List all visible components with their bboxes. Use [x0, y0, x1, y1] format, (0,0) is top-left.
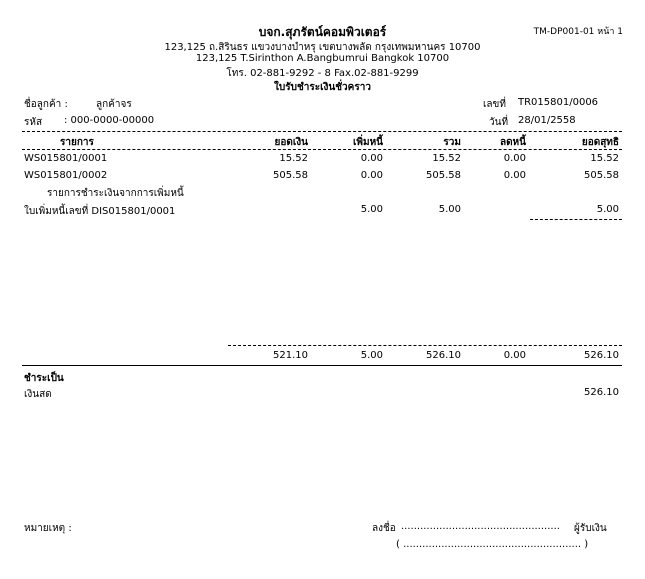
row-amount: 15.52 [279, 153, 308, 164]
col-header-surcharge: เพิ่มหนี้ [352, 137, 383, 148]
receiver-name-line: ( ........................................................ ) [396, 539, 589, 550]
row-net: 5.00 [596, 204, 619, 215]
row-item: WS015801/0001 [24, 153, 108, 164]
row-item: WS015801/0002 [24, 170, 108, 181]
total-surcharge: 5.00 [360, 350, 383, 361]
col-header-net: ยอดสุทธิ [581, 137, 619, 148]
row-total: 15.52 [432, 153, 461, 164]
total-amount: 521.10 [273, 350, 308, 361]
customer-name: ลูกค้าจร [96, 99, 132, 110]
address-thai: 123,125 ถ.สิรินธร แขวงบางบำหรุ เขตบางพลัด กรุงเทพมหานคร 10700 [164, 42, 481, 53]
table-header-rule [22, 149, 622, 150]
payment-method: เงินสด [24, 389, 52, 400]
row-total: 5.00 [438, 204, 461, 215]
doc-date-label: วันที่ [489, 117, 509, 128]
payment-heading: ชำระเป็น [24, 373, 64, 384]
col-header-amount: ยอดเงิน [274, 137, 308, 148]
doc-date: 28/01/2558 [518, 115, 576, 126]
phone-fax: โทร. 02-881-9292 - 8 Fax.02-881-9299 [226, 68, 419, 79]
row-surcharge: 5.00 [360, 204, 383, 215]
payment-amount: 526.10 [584, 387, 619, 398]
col-header-discount: ลดหนี้ [499, 137, 526, 148]
row-item: ใบเพิ่มหนี้เลขที่ DIS015801/0001 [24, 206, 176, 217]
col-header-item: รายการ [60, 137, 94, 148]
customer-code: : 000-0000-00000 [64, 115, 155, 126]
col-header-total: รวม [443, 137, 461, 148]
signature-label: ลงชื่อ [372, 523, 396, 534]
company-name: บจก.สุภรัตน์คอมพิวเตอร์ [258, 25, 387, 39]
net-subtotal-rule [530, 219, 622, 220]
row-surcharge: 0.00 [360, 153, 383, 164]
row-amount: 505.58 [273, 170, 308, 181]
doc-number-label: เลขที่ [483, 99, 506, 110]
row-net: 505.58 [584, 170, 619, 181]
total-total: 526.10 [426, 350, 461, 361]
document-title: ใบรับชำระเงินชั่วคราว [274, 82, 371, 93]
doc-number: TR015801/0006 [518, 97, 599, 108]
row-net: 15.52 [590, 153, 619, 164]
totals-bottom-rule [22, 365, 622, 366]
row-discount: 0.00 [503, 153, 526, 164]
totals-top-rule [228, 345, 622, 346]
row-discount: 0.00 [503, 170, 526, 181]
form-code: TM-DP001-01 หน้า 1 [533, 27, 623, 37]
receiver-label: ผู้รับเงิน [574, 523, 607, 534]
surcharge-section-label: รายการชำระเงินจากการเพิ่มหนี้ [47, 188, 184, 199]
address-english: 123,125 T.Sirinthon A.Bangbumrui Bangkok 10700 [195, 53, 450, 64]
remark-label: หมายเหตุ : [24, 523, 72, 534]
table-top-rule [22, 131, 622, 132]
row-total: 505.58 [426, 170, 461, 181]
total-discount: 0.00 [503, 350, 526, 361]
total-net: 526.10 [584, 350, 619, 361]
row-surcharge: 0.00 [360, 170, 383, 181]
customer-name-label: ชื่อลูกค้า : [24, 99, 68, 110]
customer-code-label: รหัส [24, 117, 43, 128]
signature-line: .................................................. [401, 521, 560, 532]
